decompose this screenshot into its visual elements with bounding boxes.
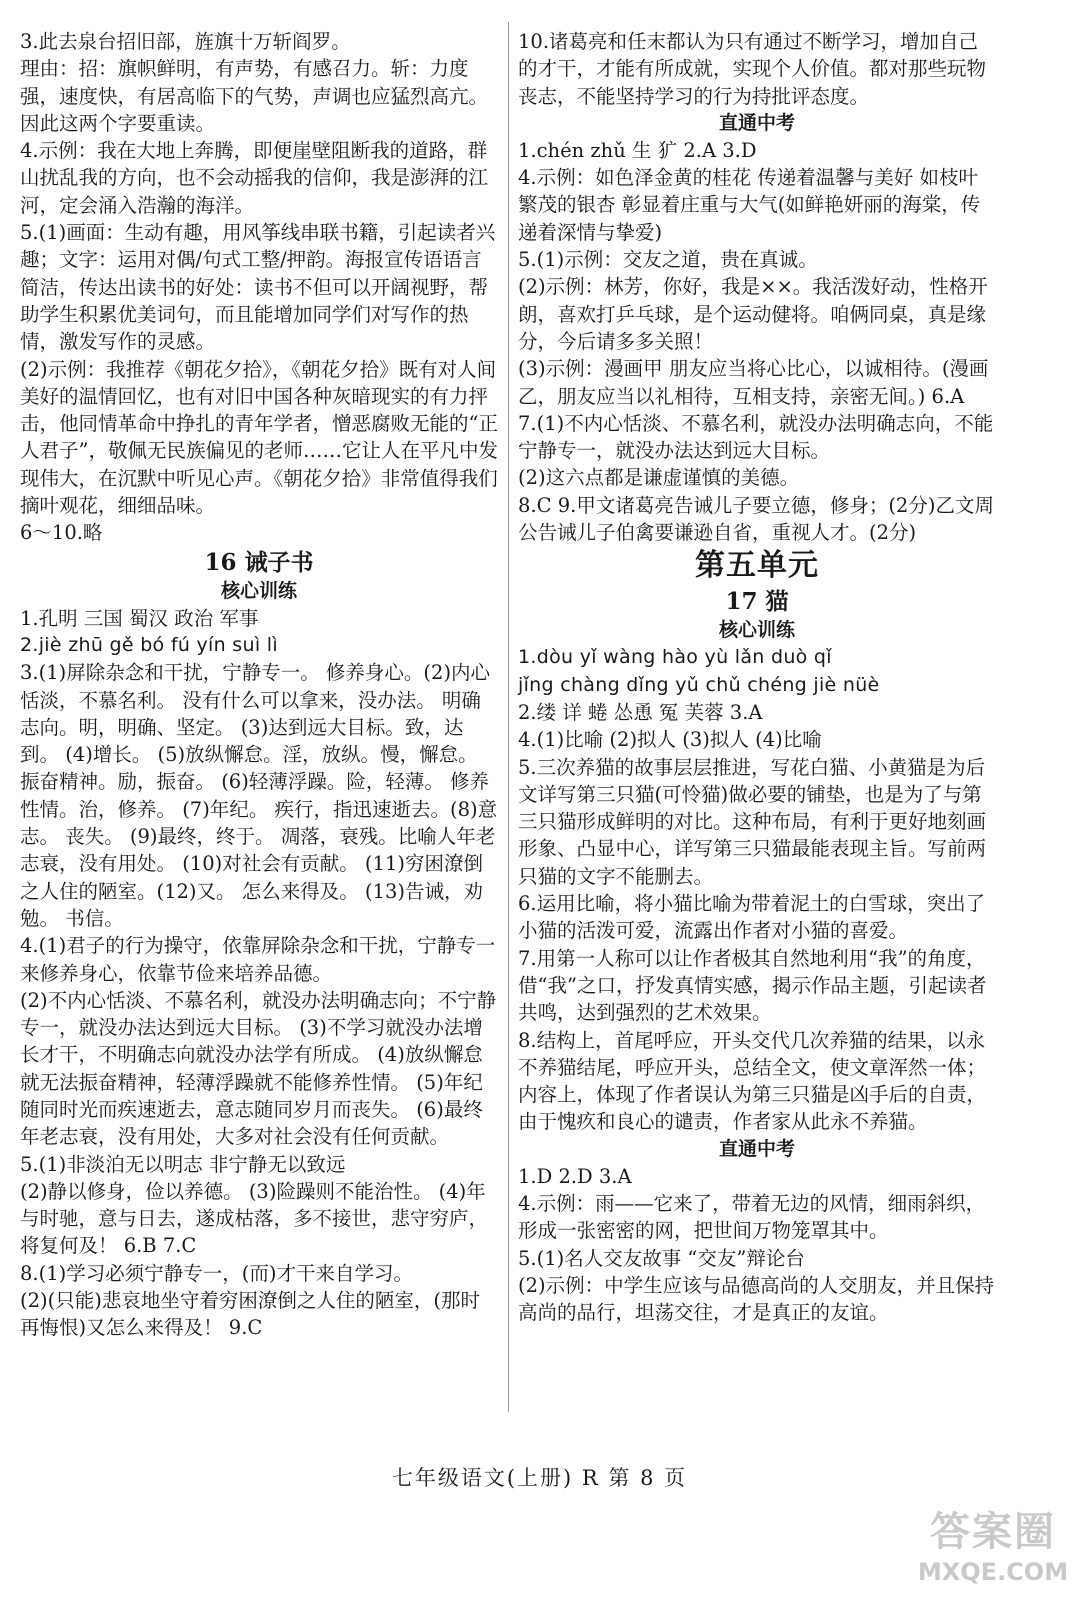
answer-line: (2)示例：林芳，你好，我是××。我活泼好动，性格开朗，喜欢打乒乓球，是个运动健将。咱俩同桌，真是缘分，今后请多多关照！	[518, 275, 988, 353]
answer-line: 1.孔明 三国 蜀汉 政治 军事	[20, 606, 259, 630]
answer-line: 1.chén zhǔ 生 犷 2.A 3.D	[518, 138, 757, 162]
answer-line: 4.示例：雨——它来了，带着无边的风情，细雨斜织，形成一张密密的网，把世间万物笼罩其中。	[518, 1191, 986, 1243]
column-divider	[508, 22, 509, 1412]
lesson-17-title: 17 猫	[725, 588, 789, 616]
answer-line: (2)(只能)悲哀地坐守着穷困潦倒之人住的陋室，(那时再悔恨)又怎么来得及！ 9.C	[20, 1289, 480, 1340]
answer-line: 10.诸葛亮和任末都认为只有通过不断学习，增加自己的才干，才能有所成就，实现个人价值。都对那些玩物丧志，不能坚持学习的行为持批评态度。	[518, 30, 987, 108]
watermark-text: 答案圈	[930, 1509, 1056, 1555]
answer-line: 5.(1)名人交友故事 “交友”辩论台	[518, 1246, 805, 1270]
answer-line: (3)示例：漫画甲 朋友应当将心比心，以诚相待。(漫画乙，朋友应当以礼相待，互相支持，亲密无间。) 6.A	[518, 357, 989, 408]
answer-line: 5.(1)画面：生动有趣，用风筝线串联书籍，引起读者兴趣；文字：运用对偶/句式工整/押韵。海报宣传语语言简洁，传达出读书的好处：读书不但可以开阔视野，帮助学生积累优美词句，而且能增加同学们对写作的热情，激发写作的灵感。	[20, 221, 496, 354]
answer-line: (2)不内心恬淡、不慕名利，就没办法明确志向；不宁静专一，就没办法达到远大目标。 (3)不学习就没办法增长才干，不明确志向就没办法学有所成。 (4)放纵懈怠就无法振奋精神，轻薄浮躁就不能修养性情。 (5)年纪随同时光而疾速逝去，意志随同岁月而丧失。 (6)最终年老志衰，没有用处，大多对社会没有任何贡献。	[20, 988, 497, 1149]
answer-line: 3.(1)屏除杂念和干扰，宁静专一。 修养身心。(2)内心恬淡，不慕名利。 没有什么可以拿来，没办法。 明确志向。明，明确、坚定。 (3)达到远大目标。致，达到。 (4)增长。 (5)放纵懈怠。淫，放纵。慢，懈怠。 振奋精神。励，振奋。 (6)轻薄浮躁。险，轻薄。 修养性情。治，修养。 (7)年纪。 疾行，指迅速逝去。(8)意志。 丧失。 (9)最终，终于。 凋落，衰残。比喻人年老志衰，没有用处。 (10)对社会有贡献。 (11)穷困潦倒之人住的陋室。(12)又。 怎么来得及。 (13)告诫，劝勉。 书信。	[20, 661, 498, 930]
answer-line: 1.D 2.D 3.A	[518, 1164, 632, 1188]
section-heading-zhongkao: 直通中考	[718, 111, 795, 134]
answer-line: 7.(1)不内心恬淡、不慕名利，就没办法明确志向，不能宁静专一，就没办法达到远大目标。	[518, 411, 994, 463]
pinyin-line: 2.jiè zhū gě bó fú yín suì lì	[20, 633, 278, 656]
answer-line: 8.结构上，首尾呼应，开头交代几次养猫的结果，以永不养猫结尾，呼应开头，总结全文，使文章浑然一体；内容上，体现了作者误认为第三只猫是凶手后的自责，由于愧疚和良心的谴责，作者家从此永不养猫。	[518, 1028, 987, 1134]
answer-line: 5.(1)示例：交友之道，贵在真诚。	[518, 248, 818, 272]
watermark-url: MXQE.COM	[917, 1558, 1069, 1586]
answer-line: 8.C 9.甲文诸葛亮告诫儿子要立德，修身；(2分)乙文周公告诫儿子伯禽要谦逊自省，重视人才。(2分)	[518, 493, 994, 545]
page-footer: 七年级语文(上册) R 第 8 页	[391, 1466, 688, 1490]
answer-line: (2)示例：我推荐《朝花夕拾》，《朝花夕拾》既有对人间美好的温情回忆，也有对旧中国各种灰暗现实的有力抨击，他同情革命中挣扎的青年学者，憎恶腐败无能的“正人君子”，敬佩无民族偏见的老师……它让人在平凡中发现伟大，在沉默中听见心声。《朝花夕拾》非常值得我们摘叶观花，细细品味。	[20, 357, 498, 518]
left-column	[20, 28, 498, 1342]
section-heading-core: 核心训练	[220, 579, 297, 602]
answer-line: 4.(1)比喻 (2)拟人 (3)拟人 (4)比喻	[518, 728, 822, 752]
answer-line: 5.三次养猫的故事层层推进，写花白猫、小黄猫是为后文详写第三只猫(可怜猫)做必要的铺垫，也是为了与第三只猫形成鲜明的对比。这种布局，有利于更好地刻画形象、凸显中心，详写第三只猫最能表现主旨。写前两只猫的文字不能删去。	[518, 755, 987, 888]
unit-5-title: 第五单元	[695, 548, 819, 584]
lesson-16-title: 16 诫子书	[204, 548, 314, 576]
answer-line: (2)静以修身，俭以养德。 (3)险躁则不能治性。 (4)年与时驰，意与日去，遂成枯落，多不接世，悲守穷庐，将复何及！ 6.B 7.C	[20, 1179, 489, 1258]
answer-line: 4.示例：我在大地上奔腾，即便崖壁阻断我的道路，群山扰乱我的方向，也不会动摇我的信仰，我是澎湃的江河，定会涌入浩瀚的海洋。	[20, 139, 489, 217]
right-column	[518, 28, 996, 1326]
answer-line: 理由：招：旗帜鲜明，有声势，有感召力。斩：力度强，速度快，有居高临下的气势，声调也应猛烈高亢。因此这两个字要重读。	[20, 57, 489, 135]
answer-line: 2.缕 详 蜷 怂恿 冤 芙蓉 3.A	[518, 700, 763, 724]
answer-line: 4.示例：如色泽金黄的桂花 传递着温馨与美好 如枝叶繁茂的银杏 彰显着庄重与大气(如鲜艳妍丽的海棠，传递着深情与挚爱)	[518, 166, 981, 244]
answer-line: (2)示例：中学生应该与品德高尚的人交朋友，并且保持高尚的品行，坦荡交往，才是真正的友谊。	[518, 1273, 995, 1325]
pinyin-line: 1.dòu yǐ wàng hào yù lǎn duò qǐ	[518, 646, 832, 669]
watermark-logo	[913, 1506, 1073, 1596]
answer-line: 4.(1)君子的行为操守，依靠屏除杂念和干扰，宁静专一来修养身心，依靠节俭来培养品德。	[20, 934, 496, 985]
pinyin-line: jǐng chàng dǐng yǔ chǔ chéng jiè nüè	[518, 673, 880, 696]
answer-line: 8.(1)学习必须宁静专一，(而)才干来自学习。	[20, 1261, 413, 1285]
answer-line: 5.(1)非淡泊无以明志 非宁静无以致远	[20, 1152, 346, 1176]
answer-line: 6～10.略	[20, 521, 103, 545]
section-heading-zhongkao: 直通中考	[718, 1137, 795, 1160]
answer-line: (2)这六点都是谦虚谨慎的美德。	[518, 466, 800, 490]
answer-line: 7.用第一人称可以让作者极其自然地利用“我”的角度，借“我”之口，抒发真情实感，揭示作品主题，引起读者共鸣，达到强烈的艺术效果。	[518, 946, 987, 1025]
answer-line: 3.此去泉台招旧部，旌旗十万斩阎罗。	[20, 30, 351, 53]
section-heading-core: 核心训练	[718, 619, 795, 642]
answer-line: 6.运用比喻，将小猫比喻为带着泥土的白雪球，突出了小猫的活泼可爱，流露出作者对小猫的喜爱。	[518, 892, 986, 943]
